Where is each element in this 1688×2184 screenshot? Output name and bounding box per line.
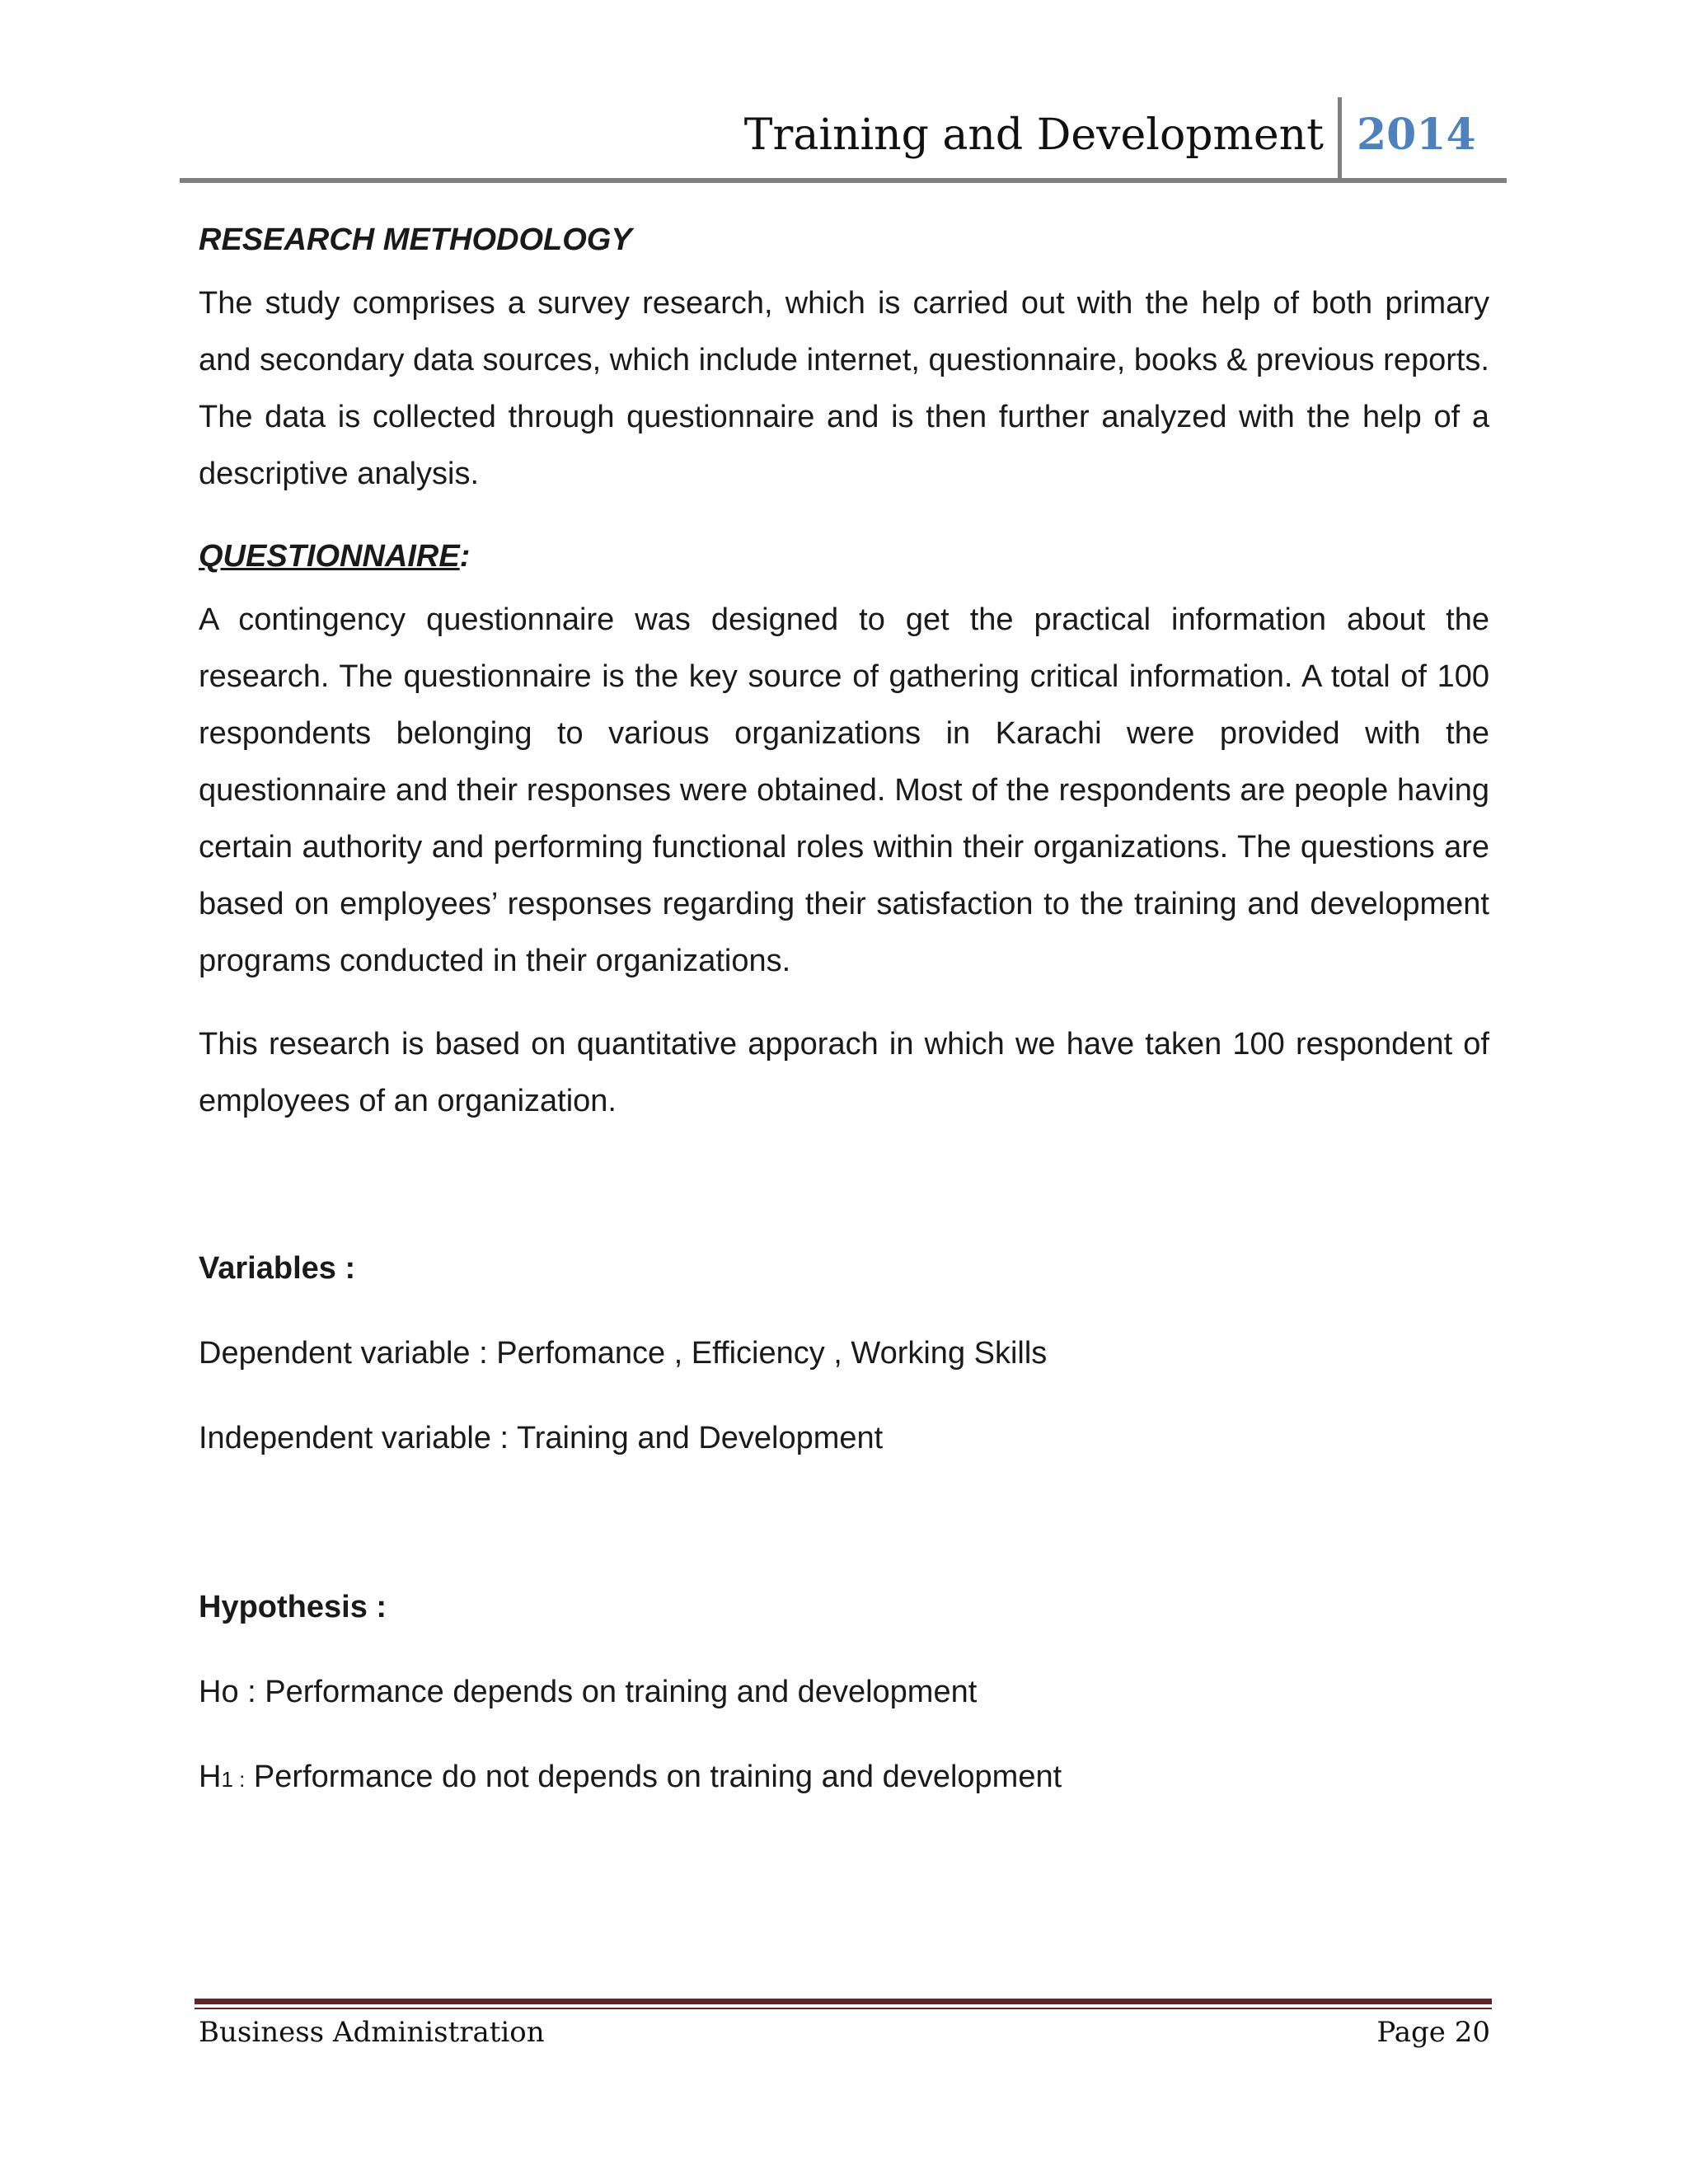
independent-variable-line: Independent variable : Training and Development (199, 1421, 884, 1455)
spacer (199, 1156, 1489, 1240)
header-rule (180, 178, 1507, 183)
research-methodology-heading: RESEARCH METHODOLOGY (199, 223, 632, 257)
h1-prefix: H (199, 1760, 222, 1794)
footer-rule-thick (195, 1999, 1492, 2004)
hypothesis-label: Hypothesis : (199, 1590, 387, 1624)
footer-page-number: Page 20 (1376, 2016, 1490, 2049)
hypothesis-h1-line (199, 1749, 1489, 1808)
spacer (199, 1495, 1489, 1579)
questionnaire-paragraph: A contingency questionnaire was designed to get the practical information about the research. The questionnaire is the key source of gathering critical information. A total of 100 respondents belonging to various organizations in Karachi were provided with the questionnaire and their responses were obtained. Most of the respondents are people having certain authority and performing functional roles within their organizations. The questions are based on employees’ responses regarding their satisfaction to the training and development programs conducted in their organizations. (199, 602, 1489, 978)
hypothesis-h0-line: Ho : Performance depends on training and development (199, 1675, 978, 1709)
page-header (180, 97, 1507, 183)
header-title: Training and Development (743, 110, 1324, 160)
research-methodology-paragraph: The study comprises a survey research, which is carried out with the help of both primary and secondary data sources, which include internet, questionnaire, books & previous reports. The data is collected through questionnaire and is then further analyzed with the help of a descriptive analysis. (199, 286, 1489, 491)
h1-subscript: 1 : (221, 1767, 246, 1792)
footer-left-text: Business Administration (199, 2016, 545, 2049)
header-separator (1338, 97, 1342, 180)
page-body (199, 213, 1489, 1836)
header-year: 2014 (1357, 110, 1476, 160)
variables-label: Variables : (199, 1251, 356, 1286)
approach-paragraph: This research is based on quantitative apporach in which we have taken 100 respondent of employees of an organization. (199, 1027, 1489, 1118)
questionnaire-heading (199, 529, 1489, 583)
questionnaire-heading-text: QUESTIONNAIRE (199, 539, 460, 574)
h1-text: Performance do not depends on training and development (245, 1760, 1062, 1794)
questionnaire-heading-colon: : (459, 539, 471, 574)
dependent-variable-line: Dependent variable : Perfomance , Efficiency , Working Skills (199, 1336, 1048, 1371)
footer-rule-thin (195, 2008, 1492, 2009)
